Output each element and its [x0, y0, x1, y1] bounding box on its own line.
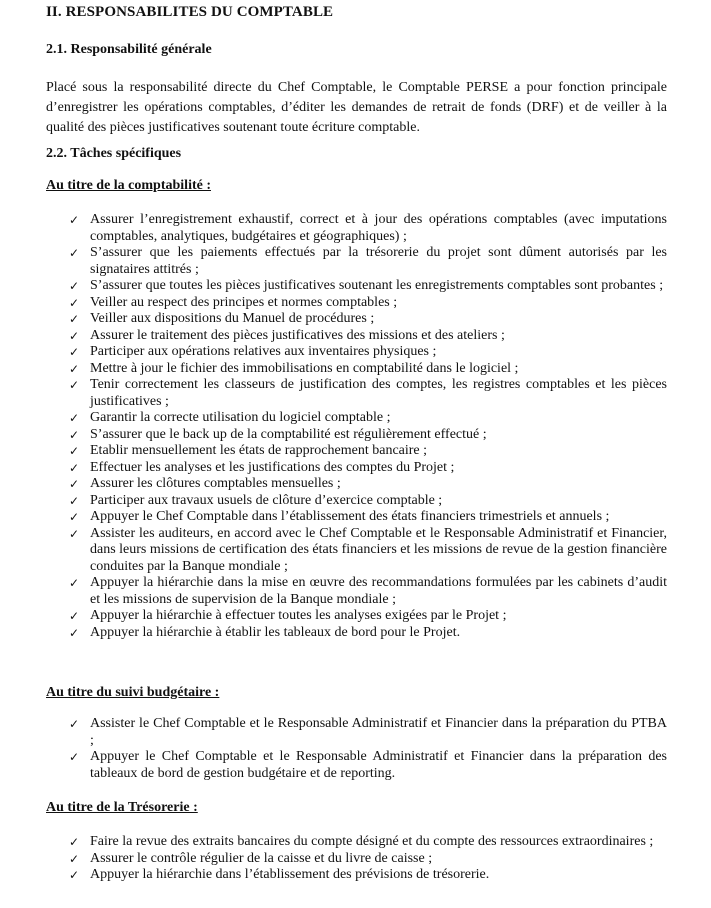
task-text: S’assurer que le back up de la comptabilité est régulièrement effectué ;: [90, 426, 487, 442]
list-item: [69, 377, 667, 410]
subsection-title-comptabilite: Au titre de la comptabilité :: [46, 178, 211, 193]
list-item: [69, 344, 667, 361]
list-item: [69, 443, 667, 460]
task-text: Etablir mensuellement les états de rapprochement bancaire ;: [90, 443, 428, 458]
list-item: [69, 492, 667, 510]
list-item: [69, 624, 667, 642]
section-title-general: 2.1. Responsabilité générale: [46, 42, 212, 57]
check-mark-icon: ✓: [69, 246, 80, 260]
list-item: [69, 327, 667, 345]
list-item: [69, 410, 667, 427]
task-text: Participer aux opérations relatives aux inventaires physiques ;: [90, 344, 437, 359]
task-text: Appuyer le Chef Comptable dans l’établissement des états financiers trimestriels et annuels ;: [90, 509, 610, 524]
check-mark-icon: ✓: [69, 510, 80, 524]
list-item: [69, 459, 667, 477]
list-item: [69, 360, 667, 378]
budget-task-list: [0, 716, 711, 782]
check-mark-icon: ✓: [69, 851, 80, 866]
list-item: [69, 850, 667, 868]
check-mark-icon: ✓: [69, 345, 80, 359]
list-item: [69, 749, 667, 782]
general-responsibility-paragraph: Placé sous la responsabilité directe du Chef Comptable, le Comptable PERSE a pour fonction principale d’enregistrer les opérations comptables, d’éditer les demandes de retrait de fonds (DRF) et de veiller à la qualité des pièces justificatives soutenant toute écriture comptable.: [46, 80, 667, 135]
comptabilite-task-list: [0, 212, 711, 641]
list-item: [69, 294, 667, 312]
subsection-title-tresorerie: Au titre de la Trésorerie :: [46, 800, 198, 815]
check-mark-icon: ✓: [69, 576, 80, 590]
task-text: Appuyer la hiérarchie à effectuer toutes les analyses exigées par le Projet ;: [90, 608, 507, 623]
list-item: [69, 867, 667, 884]
subsection-title-budget: Au titre du suivi budgétaire :: [46, 685, 220, 700]
list-item: [69, 575, 667, 608]
task-text: Assister les auditeurs, en accord avec le Chef Comptable et le Responsable Administratif et Financier, dans leurs missions de certification des états financiers et les missions de revue de la gestion financière conduites par la Banque mondiale ;: [90, 525, 667, 574]
list-item: [69, 525, 667, 576]
task-text: Veiller au respect des principes et normes comptables ;: [90, 294, 398, 310]
check-mark-icon: ✓: [69, 378, 80, 392]
check-mark-icon: ✓: [69, 493, 80, 508]
task-text: S’assurer que les paiements effectués par la trésorerie du projet sont dûment autorisés par les signataires attitrés ;: [90, 245, 667, 277]
main-heading: II. RESPONSABILITES DU COMPTABLE: [46, 4, 334, 20]
task-text: Assurer les clôtures comptables mensuelles ;: [90, 476, 341, 491]
check-mark-icon: ✓: [69, 868, 80, 882]
task-text: Assurer le contrôle régulier de la caisse et du livre de caisse ;: [90, 850, 433, 866]
list-item: [69, 426, 667, 444]
check-mark-icon: ✓: [69, 444, 80, 458]
task-text: Assurer l’enregistrement exhaustif, correct et à jour des opérations comptables (avec imputations comptables, analytiques, budgétaires et géographiques) ;: [90, 212, 667, 244]
check-mark-icon: ✓: [69, 411, 80, 425]
check-mark-icon: ✓: [69, 328, 80, 343]
task-text: Tenir correctement les classeurs de justification des comptes, les registres comptables et les pièces justificatives ;: [90, 377, 667, 409]
list-item: [69, 311, 667, 328]
task-text: Faire la revue des extraits bancaires du compte désigné et du compte des ressources extraordinaires ;: [90, 834, 654, 849]
task-text: Garantir la correcte utilisation du logiciel comptable ;: [90, 410, 391, 425]
task-text: Assister le Chef Comptable et le Responsable Administratif et Financier dans la préparation du PTBA ;: [90, 716, 667, 748]
list-item: [69, 608, 667, 625]
check-mark-icon: ✓: [69, 750, 80, 764]
task-text: Appuyer la hiérarchie dans l’établissement des prévisions de trésorerie.: [90, 867, 490, 882]
check-mark-icon: ✓: [69, 835, 80, 849]
list-item: [69, 278, 667, 295]
check-mark-icon: ✓: [69, 717, 80, 731]
task-text: Appuyer la hiérarchie dans la mise en œuvre des recommandations formulées par les cabinets d’audit et les missions de supervision de la Banque mondiale ;: [90, 575, 667, 607]
list-item: [69, 476, 667, 493]
check-mark-icon: ✓: [69, 526, 80, 541]
check-mark-icon: ✓: [69, 312, 80, 326]
check-mark-icon: ✓: [69, 477, 80, 491]
task-text: Mettre à jour le fichier des immobilisations en comptabilité dans le logiciel ;: [90, 360, 519, 376]
list-item: [69, 716, 667, 749]
task-text: Veiller aux dispositions du Manuel de procédures ;: [90, 311, 375, 326]
check-mark-icon: ✓: [69, 361, 80, 376]
check-mark-icon: ✓: [69, 609, 80, 623]
task-text: Appuyer le Chef Comptable et le Responsable Administratif et Financier dans la préparation des tableaux de bord de gestion budgétaire et de reporting.: [90, 749, 667, 781]
task-text: Participer aux travaux usuels de clôture d’exercice comptable ;: [90, 492, 443, 508]
check-mark-icon: ✓: [69, 213, 80, 227]
check-mark-icon: ✓: [69, 279, 80, 293]
tresorerie-task-list: [0, 834, 711, 884]
list-item: [69, 245, 667, 278]
task-text: Effectuer les analyses et les justifications des comptes du Projet ;: [90, 459, 455, 475]
task-text: Assurer le traitement des pièces justificatives des missions et des ateliers ;: [90, 327, 505, 343]
check-mark-icon: ✓: [69, 427, 80, 442]
check-mark-icon: ✓: [69, 295, 80, 310]
list-item: [69, 834, 667, 851]
list-item: [69, 509, 667, 526]
check-mark-icon: ✓: [69, 460, 80, 475]
section-title-specific-tasks: 2.2. Tâches spécifiques: [46, 146, 182, 161]
task-text: S’assurer que toutes les pièces justificatives soutenant les enregistrements comptables sont probantes ;: [90, 278, 664, 293]
check-mark-icon: ✓: [69, 625, 80, 640]
task-text: Appuyer la hiérarchie à établir les tableaux de bord pour le Projet.: [90, 624, 461, 640]
list-item: [69, 212, 667, 245]
